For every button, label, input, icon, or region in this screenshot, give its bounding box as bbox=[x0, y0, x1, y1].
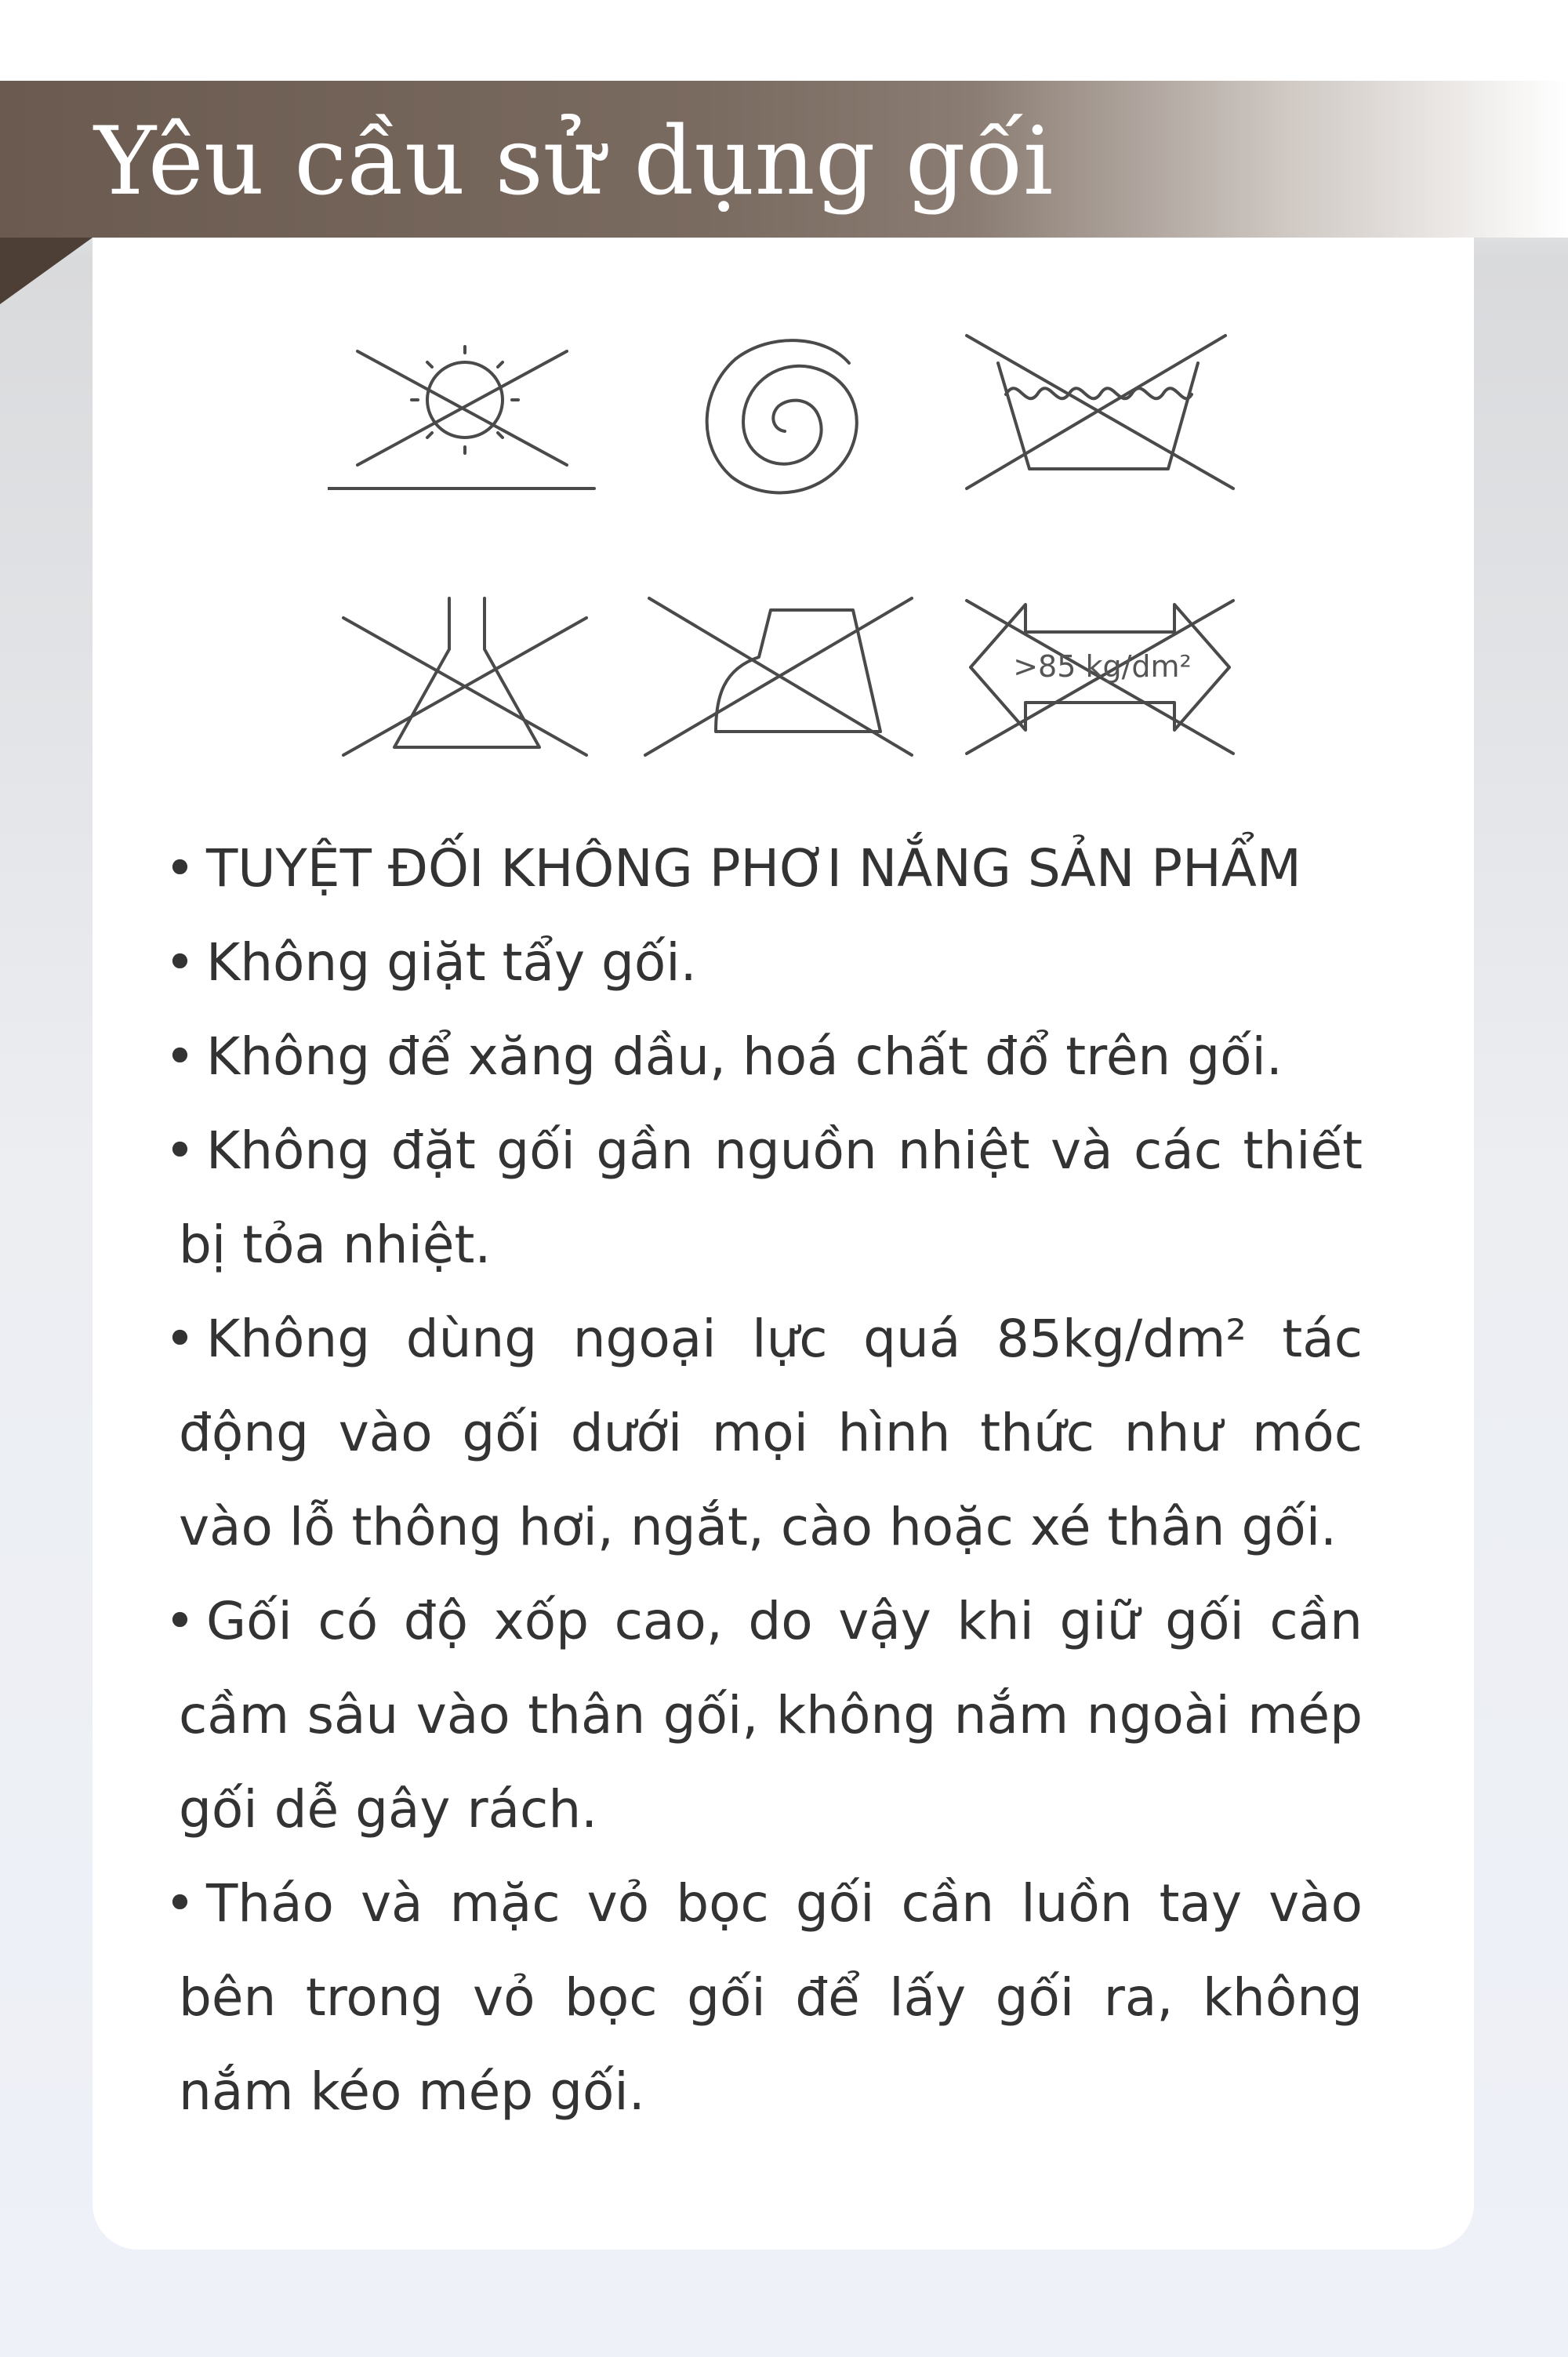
rule-item bbox=[165, 1292, 1363, 1574]
rule-item bbox=[165, 822, 1363, 916]
rule-text: Không dùng ngoại lực quá 85kg/dm² tác động vào gối dưới mọi hình thức như móc vào lỗ thông hơi, ngắt, cào hoặc xé thân gối. bbox=[179, 1309, 1363, 1557]
bullet: • bbox=[165, 1309, 195, 1369]
bullet: • bbox=[165, 838, 195, 899]
no-sun-drying-icon bbox=[328, 332, 602, 504]
no-washing-icon bbox=[963, 332, 1237, 496]
bullet: • bbox=[165, 1591, 195, 1651]
rule-item bbox=[165, 1574, 1363, 1857]
bullet: • bbox=[165, 1873, 195, 1934]
spiral-roll-icon bbox=[692, 328, 865, 500]
rule-item bbox=[165, 1104, 1363, 1292]
rule-text: TUYỆT ĐỐI KHÔNG PHƠI NẮNG SẢN PHẨM bbox=[205, 838, 1301, 899]
rule-text: Không để xăng dầu, hoá chất đổ trên gối. bbox=[205, 1026, 1283, 1087]
rule-text: Không giặt tẩy gối. bbox=[205, 932, 697, 993]
banner-fold bbox=[0, 238, 93, 304]
rule-item bbox=[165, 916, 1363, 1010]
bullet: • bbox=[165, 1026, 195, 1087]
no-pressure-icon bbox=[963, 589, 1245, 765]
rule-text: Không đặt gối gần nguồn nhiệt và các thiết bị tỏa nhiệt. bbox=[179, 1120, 1363, 1275]
rule-item bbox=[165, 1857, 1363, 2139]
no-ironing-icon bbox=[641, 594, 916, 763]
pressure-limit-label: >85 kg/dm² bbox=[1013, 649, 1192, 684]
bullet: • bbox=[165, 932, 195, 993]
no-bleach-icon bbox=[339, 594, 590, 759]
bullet: • bbox=[165, 1120, 195, 1181]
page-title: Yêu cầu sử dụng gối bbox=[94, 107, 1054, 216]
rule-item bbox=[165, 1010, 1363, 1104]
instruction-card bbox=[93, 238, 1474, 2250]
rule-text: Tháo và mặc vỏ bọc gối cần luồn tay vào bên trong vỏ bọc gối để lấy gối ra, không nắm kéo mép gối. bbox=[179, 1873, 1363, 2122]
rule-text: Gối có độ xốp cao, do vậy khi giữ gối cần cầm sâu vào thân gối, không nắm ngoài mép gối dễ gây rách. bbox=[179, 1591, 1363, 1839]
usage-rules-list bbox=[165, 822, 1363, 2139]
care-icons-grid bbox=[93, 238, 1474, 786]
